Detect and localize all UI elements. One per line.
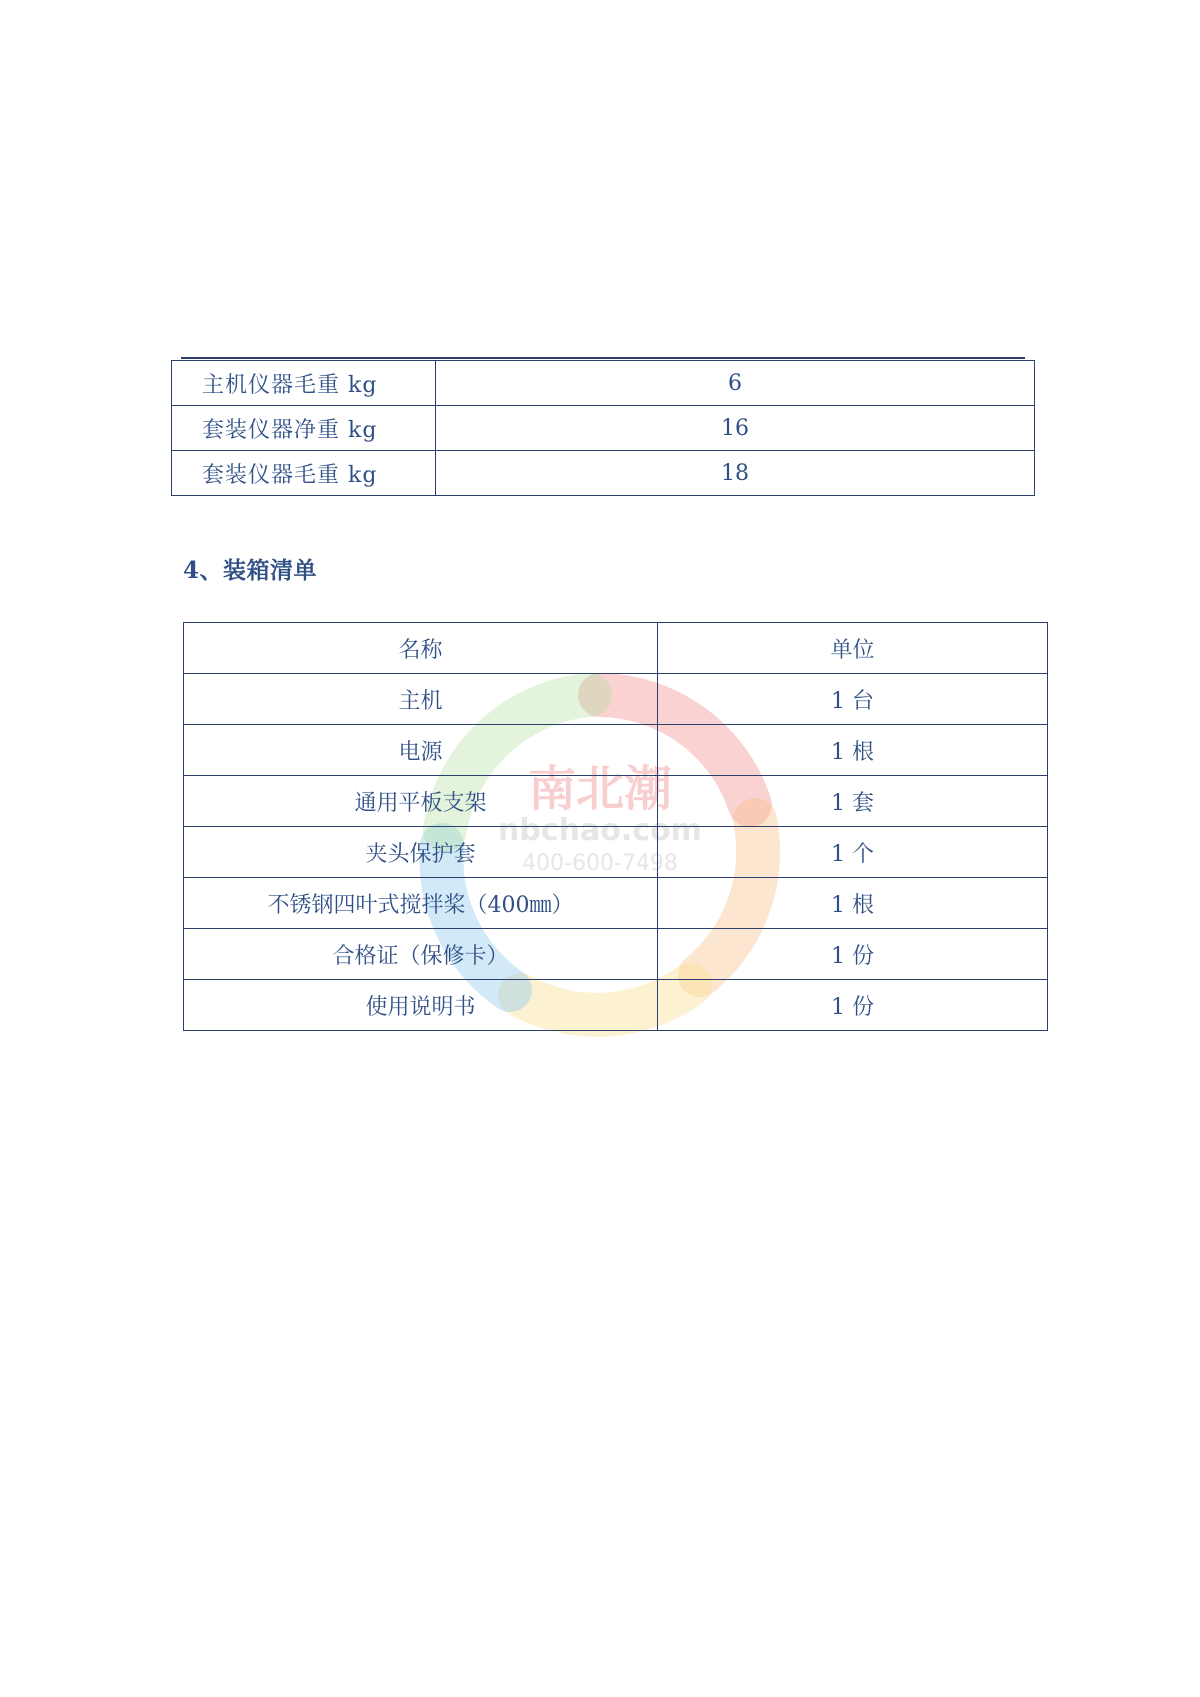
item-name: 主机 <box>184 674 658 725</box>
table-header-row <box>184 623 1048 674</box>
item-unit: 1 份 <box>658 929 1048 980</box>
item-unit: 1 根 <box>658 725 1048 776</box>
item-unit: 1 台 <box>658 674 1048 725</box>
weight-value: 6 <box>436 361 1035 406</box>
packing-list-table <box>183 622 1048 1031</box>
column-header-unit: 单位 <box>658 623 1048 674</box>
item-name: 通用平板支架 <box>184 776 658 827</box>
weight-table <box>171 360 1035 496</box>
item-name: 使用说明书 <box>184 980 658 1031</box>
weight-label: 套装仪器净重 kg <box>172 406 436 451</box>
item-unit: 1 套 <box>658 776 1048 827</box>
item-unit: 1 份 <box>658 980 1048 1031</box>
table-row <box>172 361 1035 406</box>
table-row <box>184 980 1048 1031</box>
weight-table-body <box>172 361 1035 496</box>
table-row <box>184 827 1048 878</box>
item-name: 夹头保护套 <box>184 827 658 878</box>
weight-label: 套装仪器毛重 kg <box>172 451 436 496</box>
item-name: 不锈钢四叶式搅拌桨（400㎜） <box>184 878 658 929</box>
table-row <box>172 451 1035 496</box>
weight-table-top-rule <box>181 357 1025 359</box>
weight-value: 16 <box>436 406 1035 451</box>
item-unit: 1 根 <box>658 878 1048 929</box>
packing-list-body <box>184 674 1048 1031</box>
column-header-name: 名称 <box>184 623 658 674</box>
table-row <box>184 776 1048 827</box>
watermark-brand: 南北潮 <box>527 761 673 817</box>
watermark-phone: 400-600-7498 <box>522 851 678 876</box>
table-row <box>184 929 1048 980</box>
table-row <box>184 674 1048 725</box>
watermark-domain: nbchao.com <box>498 813 702 848</box>
table-row <box>184 878 1048 929</box>
item-name: 合格证（保修卡） <box>184 929 658 980</box>
section-heading: 4、装箱清单 <box>183 557 318 584</box>
weight-value: 18 <box>436 451 1035 496</box>
item-name: 电源 <box>184 725 658 776</box>
table-row <box>172 406 1035 451</box>
item-unit: 1 个 <box>658 827 1048 878</box>
weight-label: 主机仪器毛重 kg <box>172 361 436 406</box>
table-row <box>184 725 1048 776</box>
